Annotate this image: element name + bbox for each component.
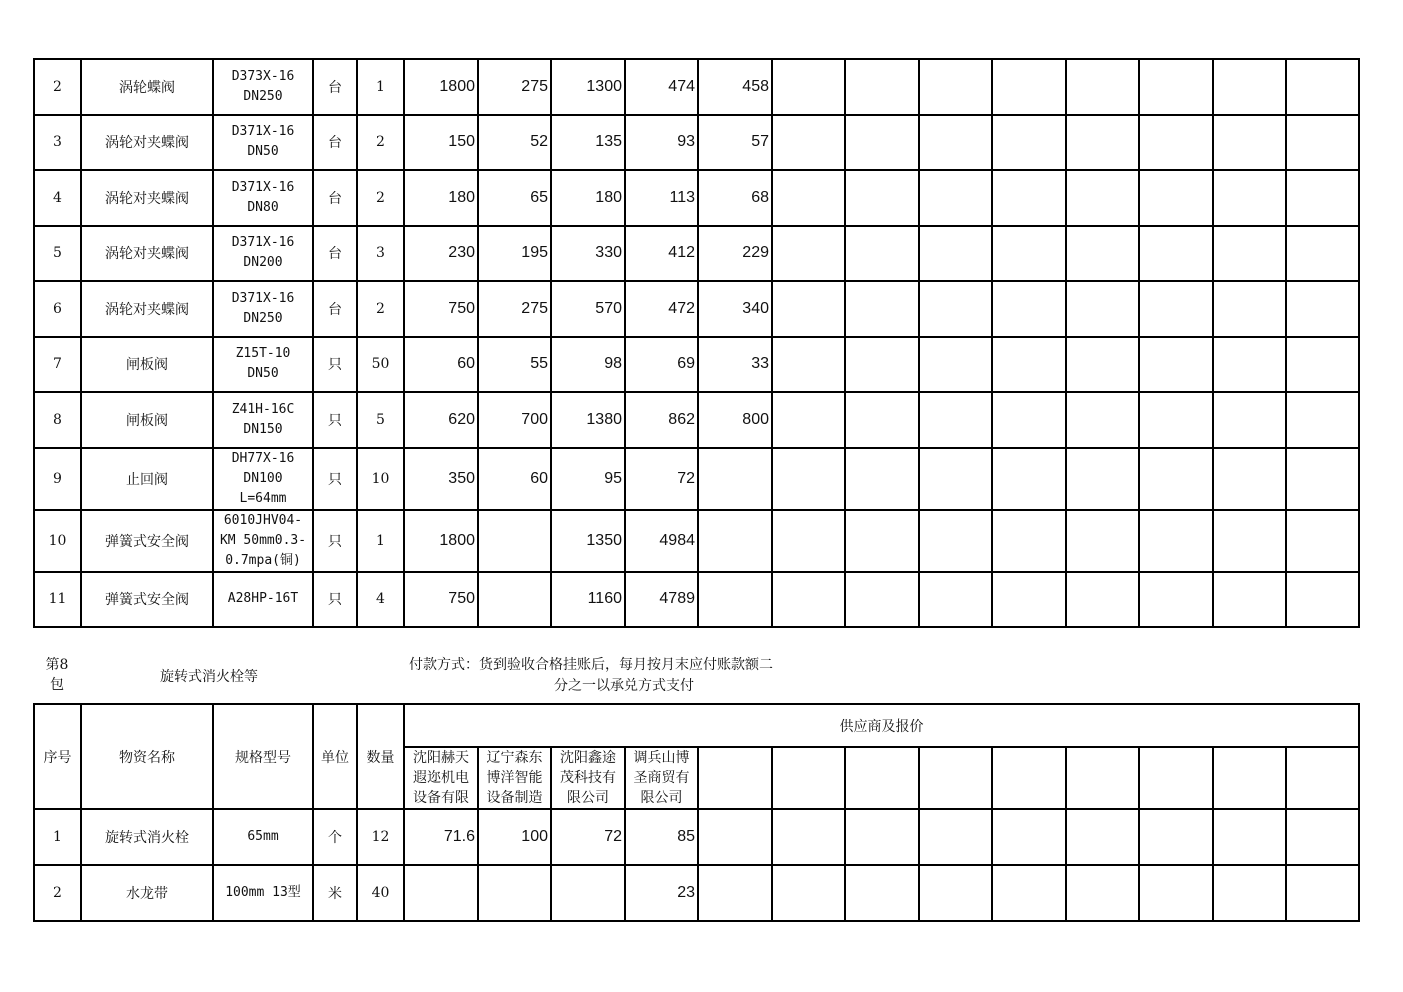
item-qty: 12 bbox=[357, 809, 404, 865]
price-cell: 350 bbox=[404, 448, 478, 510]
table-row bbox=[34, 865, 1359, 921]
empty-price-cell bbox=[772, 865, 845, 921]
item-qty: 10 bbox=[357, 448, 404, 510]
empty-price-cell bbox=[772, 510, 845, 572]
item-unit: 只 bbox=[313, 510, 357, 572]
empty-price-cell bbox=[772, 170, 845, 226]
row-number: 10 bbox=[34, 510, 81, 572]
header-spec: 规格型号 bbox=[213, 704, 313, 809]
row-number: 2 bbox=[34, 59, 81, 115]
row-number: 11 bbox=[34, 572, 81, 628]
price-cell bbox=[698, 448, 772, 510]
empty-price-cell bbox=[1286, 572, 1359, 628]
price-cell: 750 bbox=[404, 572, 478, 628]
item-name: 涡轮对夹蝶阀 bbox=[81, 226, 213, 282]
item-spec: D371X-16 DN50 bbox=[213, 115, 313, 171]
item-name: 闸板阀 bbox=[81, 337, 213, 393]
item-qty: 40 bbox=[357, 865, 404, 921]
empty-price-cell bbox=[1066, 337, 1139, 393]
header-qty: 数量 bbox=[357, 704, 404, 809]
table-row bbox=[34, 226, 1359, 282]
empty-price-cell bbox=[1066, 572, 1139, 628]
empty-price-cell bbox=[1066, 59, 1139, 115]
empty-price-cell bbox=[845, 448, 919, 510]
empty-price-cell bbox=[772, 59, 845, 115]
empty-price-cell bbox=[1066, 170, 1139, 226]
supplier-name: 沈阳赫天 遐迩机电 设备有限 bbox=[404, 747, 478, 809]
empty-price-cell bbox=[698, 865, 772, 921]
price-cell: 472 bbox=[625, 281, 698, 337]
empty-price-cell bbox=[1213, 510, 1286, 572]
empty-price-cell bbox=[1066, 115, 1139, 171]
empty-price-cell bbox=[1139, 337, 1213, 393]
empty-price-cell bbox=[1213, 392, 1286, 448]
empty-price-cell bbox=[992, 281, 1066, 337]
price-cell: 862 bbox=[625, 392, 698, 448]
price-cell: 95 bbox=[551, 448, 625, 510]
price-cell: 330 bbox=[551, 226, 625, 282]
item-name: 涡轮对夹蝶阀 bbox=[81, 170, 213, 226]
table-row bbox=[34, 281, 1359, 337]
empty-price-cell bbox=[1139, 448, 1213, 510]
item-name: 弹簧式安全阀 bbox=[81, 510, 213, 572]
item-spec: D371X-16 DN200 bbox=[213, 226, 313, 282]
empty-supplier-cell bbox=[1213, 747, 1286, 809]
empty-price-cell bbox=[1213, 115, 1286, 171]
empty-price-cell bbox=[919, 865, 992, 921]
empty-price-cell bbox=[772, 448, 845, 510]
item-qty: 3 bbox=[357, 226, 404, 282]
empty-supplier-cell bbox=[772, 747, 845, 809]
price-cell: 1800 bbox=[404, 59, 478, 115]
row-number: 6 bbox=[34, 281, 81, 337]
price-cell: 68 bbox=[698, 170, 772, 226]
item-qty: 2 bbox=[357, 115, 404, 171]
item-unit: 个 bbox=[313, 809, 357, 865]
empty-price-cell bbox=[919, 392, 992, 448]
price-cell: 55 bbox=[478, 337, 551, 393]
item-spec: 100mm 13型 bbox=[213, 865, 313, 921]
price-cell bbox=[698, 510, 772, 572]
empty-price-cell bbox=[992, 865, 1066, 921]
price-cell: 52 bbox=[478, 115, 551, 171]
item-unit: 台 bbox=[313, 170, 357, 226]
empty-price-cell bbox=[1286, 865, 1359, 921]
empty-price-cell bbox=[772, 226, 845, 282]
empty-price-cell bbox=[992, 59, 1066, 115]
empty-price-cell bbox=[1066, 448, 1139, 510]
table-row bbox=[34, 572, 1359, 628]
empty-price-cell bbox=[1213, 281, 1286, 337]
empty-price-cell bbox=[1139, 226, 1213, 282]
empty-price-cell bbox=[1139, 809, 1213, 865]
payment-terms: 付款方式：货到验收合格挂账后，每月按月末应付账款额二 分之一以承兑方式支付 bbox=[409, 657, 773, 694]
empty-price-cell bbox=[919, 59, 992, 115]
price-table-package-8 bbox=[33, 703, 1360, 922]
price-cell: 100 bbox=[478, 809, 551, 865]
table-row bbox=[34, 510, 1359, 572]
empty-price-cell bbox=[1286, 170, 1359, 226]
item-name: 闸板阀 bbox=[81, 392, 213, 448]
price-cell: 23 bbox=[625, 865, 698, 921]
item-name: 涡轮蝶阀 bbox=[81, 59, 213, 115]
item-unit: 只 bbox=[313, 337, 357, 393]
price-cell: 412 bbox=[625, 226, 698, 282]
empty-price-cell bbox=[1286, 392, 1359, 448]
price-cell: 230 bbox=[404, 226, 478, 282]
item-name: 止回阀 bbox=[81, 448, 213, 510]
price-cell: 4789 bbox=[625, 572, 698, 628]
item-qty: 1 bbox=[357, 59, 404, 115]
empty-price-cell bbox=[845, 865, 919, 921]
empty-price-cell bbox=[1286, 226, 1359, 282]
empty-supplier-cell bbox=[919, 747, 992, 809]
empty-price-cell bbox=[845, 115, 919, 171]
empty-supplier-cell bbox=[1286, 747, 1359, 809]
item-name: 弹簧式安全阀 bbox=[81, 572, 213, 628]
empty-supplier-cell bbox=[992, 747, 1066, 809]
price-cell: 65 bbox=[478, 170, 551, 226]
price-cell bbox=[698, 572, 772, 628]
item-spec: D371X-16 DN80 bbox=[213, 170, 313, 226]
table-row bbox=[34, 809, 1359, 865]
item-unit: 台 bbox=[313, 226, 357, 282]
item-qty: 2 bbox=[357, 170, 404, 226]
package-label: 第8 包 bbox=[45, 657, 69, 693]
empty-price-cell bbox=[1139, 865, 1213, 921]
empty-price-cell bbox=[772, 392, 845, 448]
empty-price-cell bbox=[1213, 337, 1286, 393]
empty-price-cell bbox=[845, 337, 919, 393]
price-cell: 1350 bbox=[551, 510, 625, 572]
price-cell bbox=[404, 865, 478, 921]
empty-price-cell bbox=[1066, 510, 1139, 572]
price-cell: 275 bbox=[478, 59, 551, 115]
item-unit: 只 bbox=[313, 392, 357, 448]
item-name: 涡轮对夹蝶阀 bbox=[81, 115, 213, 171]
empty-price-cell bbox=[1213, 809, 1286, 865]
item-qty: 5 bbox=[357, 392, 404, 448]
empty-supplier-cell bbox=[1139, 747, 1213, 809]
item-unit: 台 bbox=[313, 115, 357, 171]
supplier-name: 沈阳鑫途 茂科技有 限公司 bbox=[551, 747, 625, 809]
empty-price-cell bbox=[992, 337, 1066, 393]
price-cell bbox=[478, 572, 551, 628]
item-spec: 65mm bbox=[213, 809, 313, 865]
table-row bbox=[34, 392, 1359, 448]
item-qty: 1 bbox=[357, 510, 404, 572]
item-qty: 2 bbox=[357, 281, 404, 337]
price-cell: 4984 bbox=[625, 510, 698, 572]
empty-price-cell bbox=[1286, 448, 1359, 510]
empty-price-cell bbox=[845, 59, 919, 115]
header-suppliers: 供应商及报价 bbox=[404, 704, 1359, 747]
empty-price-cell bbox=[698, 809, 772, 865]
item-name: 涡轮对夹蝶阀 bbox=[81, 281, 213, 337]
empty-price-cell bbox=[1286, 337, 1359, 393]
price-cell: 60 bbox=[404, 337, 478, 393]
empty-price-cell bbox=[1066, 281, 1139, 337]
empty-price-cell bbox=[992, 226, 1066, 282]
empty-price-cell bbox=[772, 115, 845, 171]
empty-price-cell bbox=[845, 572, 919, 628]
empty-price-cell bbox=[1213, 865, 1286, 921]
empty-price-cell bbox=[1213, 226, 1286, 282]
price-table-package-1 bbox=[33, 58, 1360, 628]
supplier-name: 调兵山博 圣商贸有 限公司 bbox=[625, 747, 698, 809]
price-cell: 1380 bbox=[551, 392, 625, 448]
empty-supplier-cell bbox=[1066, 747, 1139, 809]
empty-price-cell bbox=[1066, 865, 1139, 921]
package-title: 旋转式消火栓等 bbox=[160, 669, 258, 685]
price-cell: 340 bbox=[698, 281, 772, 337]
price-cell: 800 bbox=[698, 392, 772, 448]
item-spec: D373X-16 DN250 bbox=[213, 59, 313, 115]
empty-price-cell bbox=[1066, 226, 1139, 282]
row-number: 2 bbox=[34, 865, 81, 921]
table-row bbox=[34, 448, 1359, 510]
price-cell: 570 bbox=[551, 281, 625, 337]
empty-price-cell bbox=[1286, 59, 1359, 115]
item-unit: 台 bbox=[313, 59, 357, 115]
empty-price-cell bbox=[1213, 448, 1286, 510]
price-cell: 72 bbox=[551, 809, 625, 865]
price-cell: 71.6 bbox=[404, 809, 478, 865]
item-spec: A28HP-16T bbox=[213, 572, 313, 628]
price-cell: 474 bbox=[625, 59, 698, 115]
empty-supplier-cell bbox=[698, 747, 772, 809]
price-cell: 57 bbox=[698, 115, 772, 171]
price-cell: 195 bbox=[478, 226, 551, 282]
empty-price-cell bbox=[1139, 572, 1213, 628]
empty-price-cell bbox=[1286, 281, 1359, 337]
item-unit: 台 bbox=[313, 281, 357, 337]
empty-price-cell bbox=[845, 226, 919, 282]
empty-price-cell bbox=[919, 572, 992, 628]
row-number: 3 bbox=[34, 115, 81, 171]
empty-price-cell bbox=[919, 226, 992, 282]
price-cell: 458 bbox=[698, 59, 772, 115]
table-row bbox=[34, 115, 1359, 171]
item-unit: 只 bbox=[313, 448, 357, 510]
price-cell: 180 bbox=[404, 170, 478, 226]
row-number: 8 bbox=[34, 392, 81, 448]
empty-price-cell bbox=[1066, 809, 1139, 865]
price-cell: 135 bbox=[551, 115, 625, 171]
row-number: 1 bbox=[34, 809, 81, 865]
item-spec: Z15T-10 DN50 bbox=[213, 337, 313, 393]
item-spec: Z41H-16C DN150 bbox=[213, 392, 313, 448]
item-spec: DH77X-16 DN100 L=64mm bbox=[213, 448, 313, 510]
price-cell: 700 bbox=[478, 392, 551, 448]
item-spec: 6010JHV04- KM 50mm0.3- 0.7mpa(铜) bbox=[213, 510, 313, 572]
table-row bbox=[34, 337, 1359, 393]
empty-price-cell bbox=[1213, 59, 1286, 115]
empty-price-cell bbox=[1139, 392, 1213, 448]
price-cell: 1300 bbox=[551, 59, 625, 115]
price-cell: 85 bbox=[625, 809, 698, 865]
item-name: 水龙带 bbox=[81, 865, 213, 921]
price-cell: 93 bbox=[625, 115, 698, 171]
row-number: 7 bbox=[34, 337, 81, 393]
empty-price-cell bbox=[992, 392, 1066, 448]
price-cell: 113 bbox=[625, 170, 698, 226]
empty-price-cell bbox=[845, 392, 919, 448]
header-row bbox=[34, 704, 1359, 747]
price-cell: 150 bbox=[404, 115, 478, 171]
empty-price-cell bbox=[992, 448, 1066, 510]
item-qty: 4 bbox=[357, 572, 404, 628]
item-name: 旋转式消火栓 bbox=[81, 809, 213, 865]
price-cell: 750 bbox=[404, 281, 478, 337]
empty-price-cell bbox=[772, 809, 845, 865]
price-cell bbox=[478, 510, 551, 572]
empty-price-cell bbox=[772, 337, 845, 393]
table-row bbox=[34, 59, 1359, 115]
price-cell bbox=[478, 865, 551, 921]
price-cell: 275 bbox=[478, 281, 551, 337]
empty-price-cell bbox=[1213, 572, 1286, 628]
empty-price-cell bbox=[1139, 115, 1213, 171]
supplier-name: 辽宁森东 博洋智能 设备制造 bbox=[478, 747, 551, 809]
header-no: 序号 bbox=[34, 704, 81, 809]
empty-price-cell bbox=[1286, 115, 1359, 171]
price-cell: 69 bbox=[625, 337, 698, 393]
empty-price-cell bbox=[1213, 170, 1286, 226]
empty-price-cell bbox=[919, 510, 992, 572]
price-cell: 72 bbox=[625, 448, 698, 510]
header-unit: 单位 bbox=[313, 704, 357, 809]
empty-price-cell bbox=[845, 510, 919, 572]
empty-price-cell bbox=[919, 337, 992, 393]
price-cell bbox=[551, 865, 625, 921]
empty-price-cell bbox=[919, 115, 992, 171]
price-cell: 1800 bbox=[404, 510, 478, 572]
row-number: 9 bbox=[34, 448, 81, 510]
empty-price-cell bbox=[919, 170, 992, 226]
empty-price-cell bbox=[845, 170, 919, 226]
empty-price-cell bbox=[1066, 392, 1139, 448]
empty-price-cell bbox=[992, 510, 1066, 572]
empty-price-cell bbox=[992, 572, 1066, 628]
price-cell: 1160 bbox=[551, 572, 625, 628]
empty-price-cell bbox=[1139, 170, 1213, 226]
empty-price-cell bbox=[772, 572, 845, 628]
empty-price-cell bbox=[1286, 510, 1359, 572]
empty-price-cell bbox=[992, 115, 1066, 171]
header-name: 物资名称 bbox=[81, 704, 213, 809]
item-spec: D371X-16 DN250 bbox=[213, 281, 313, 337]
empty-price-cell bbox=[992, 809, 1066, 865]
price-cell: 33 bbox=[698, 337, 772, 393]
price-cell: 620 bbox=[404, 392, 478, 448]
price-cell: 229 bbox=[698, 226, 772, 282]
price-cell: 180 bbox=[551, 170, 625, 226]
empty-supplier-cell bbox=[845, 747, 919, 809]
empty-price-cell bbox=[992, 170, 1066, 226]
empty-price-cell bbox=[1286, 809, 1359, 865]
empty-price-cell bbox=[1139, 59, 1213, 115]
empty-price-cell bbox=[845, 281, 919, 337]
empty-price-cell bbox=[1139, 281, 1213, 337]
item-unit: 米 bbox=[313, 865, 357, 921]
item-unit: 只 bbox=[313, 572, 357, 628]
price-cell: 98 bbox=[551, 337, 625, 393]
empty-price-cell bbox=[845, 809, 919, 865]
row-number: 4 bbox=[34, 170, 81, 226]
empty-price-cell bbox=[919, 809, 992, 865]
table-row bbox=[34, 170, 1359, 226]
empty-price-cell bbox=[772, 281, 845, 337]
empty-price-cell bbox=[1139, 510, 1213, 572]
empty-price-cell bbox=[919, 448, 992, 510]
empty-price-cell bbox=[919, 281, 992, 337]
item-qty: 50 bbox=[357, 337, 404, 393]
row-number: 5 bbox=[34, 226, 81, 282]
price-cell: 60 bbox=[478, 448, 551, 510]
